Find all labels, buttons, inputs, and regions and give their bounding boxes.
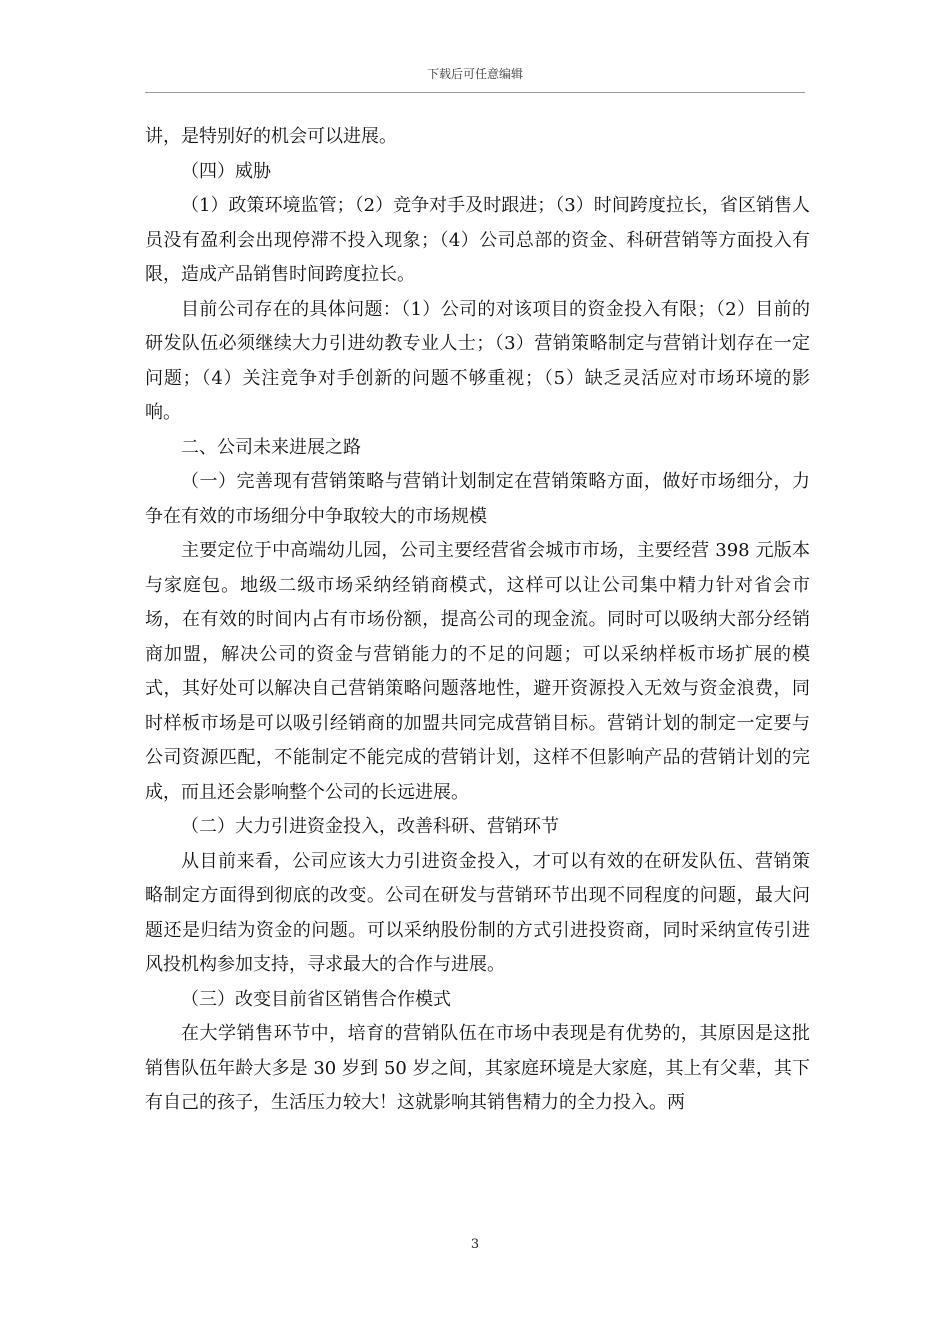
header-divider [145,92,805,93]
section-heading-future: 二、公司未来进展之路 [181,436,361,458]
paragraph-sales-team: 在大学销售环节中，培育的营销队伍在市场中表现是有优势的，其原因是这批销售队伍年龄大多是 30 岁到 50 岁之间，其家庭环境是大家庭，其上有父辈，其下有自己的孩子，生活压力较大！这就影响其销售精力的全力投入。两 [145,1023,810,1113]
section-heading-threats: （四）威胁 [181,160,271,182]
paragraph-continuation: 讲，是特别好的机会可以进展。 [145,126,397,147]
subheading-funding: （二）大力引进资金投入，改善科研、营销环节 [181,816,559,837]
page-header: 下载后可任意编辑 [426,67,523,81]
paragraph-current-problems: 目前公司存在的具体问题：（1）公司的对该项目的资金投入有限；（2）目前的研发队伍必须继续大力引进幼教专业人士；（3）营销策略制定与营销计划存在一定问题；（4）关注竞争对手创新的问题不够重视；（5）缺乏灵活应对市场环境的影响。 [145,298,810,423]
subheading-marketing-strategy: （一）完善现有营销策略与营销计划制定在营销策略方面，做好市场细分，力争在有效的市场细分中争取较大的市场规模 [145,471,810,527]
paragraph-threats-list: （1）政策环境监管；（2）竞争对手及时跟进；（3）时间跨度拉长，省区销售人员没有盈利会出现停滞不投入现象；（4）公司总部的资金、科研营销等方面投入有限，造成产品销售时间跨度拉长。 [145,195,810,285]
subheading-sales-model: （三）改变目前省区销售合作模式 [181,988,451,1010]
paragraph-positioning: 主要定位于中高端幼儿园，公司主要经营省会城市市场，主要经营 398 元版本与家庭包。地级二级市场采纳经销商模式，这样可以让公司集中精力针对省会市场，在有效的时间内占有市场份额，提高公司的现金流。同时可以吸纳大部分经销商加盟，解决公司的资金与营销能力的不足的问题；可以采纳样板市场扩展的模式，其好处可以解决自己营销策略问题落地性，避开资源投入无效与资金浪费，同时样板市场是可以吸引经销商的加盟共同完成营销目标。营销计划的制定一定要与公司资源匹配，不能制定不能完成的营销计划，这样不但影响产品的营销计划的完成，而且还会影响整个公司的长远进展。 [145,540,810,803]
paragraph-funding: 从目前来看，公司应该大力引进资金投入，才可以有效的在研发队伍、营销策略制定方面得到彻底的改变。公司在研发与营销环节出现不同程度的问题，最大问题还是归结为资金的问题。可以采纳股份制的方式引进投资商，同时采纳宣传引进风投机构参加支持，寻求最大的合作与进展。 [145,850,810,975]
page-number: 3 [470,1237,480,1252]
document-body [145,120,810,1121]
